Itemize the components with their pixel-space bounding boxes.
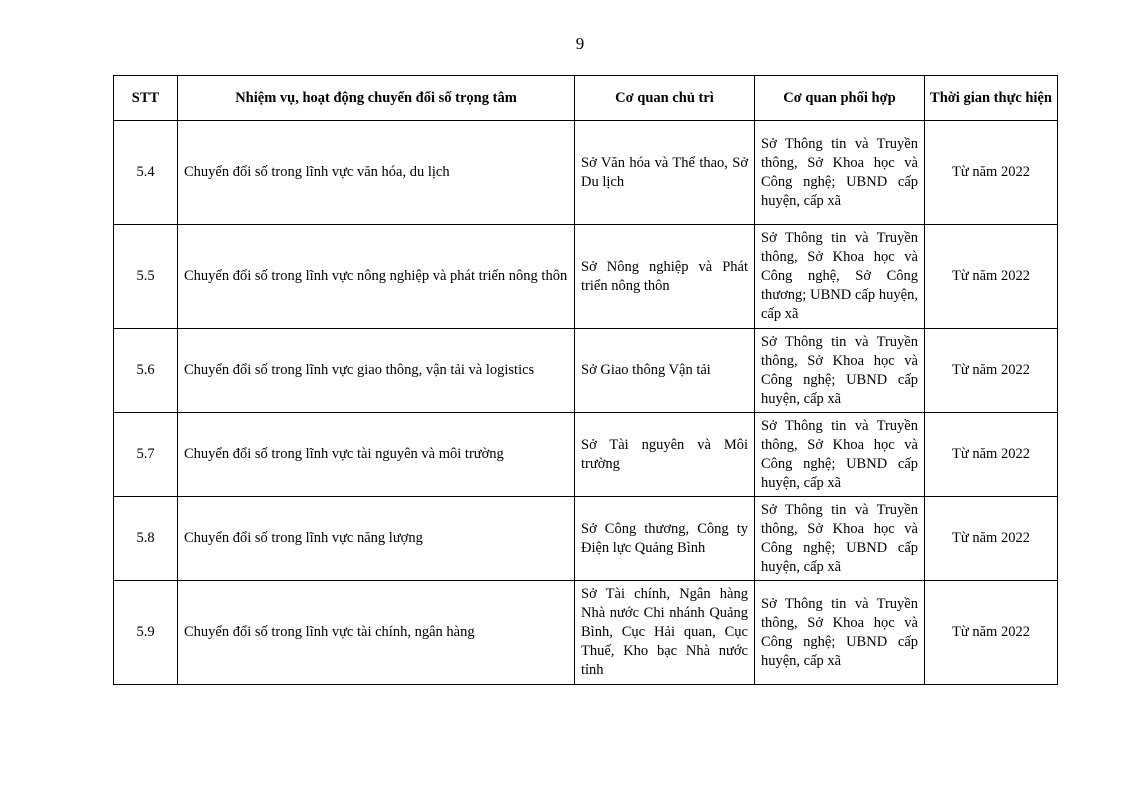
digital-transformation-table: [113, 75, 1058, 685]
row-stt: 5.5: [114, 225, 178, 329]
table-row: [114, 225, 1058, 329]
row-lead-agency: Sở Tài nguyên và Môi trường: [575, 413, 755, 497]
row-stt: 5.6: [114, 329, 178, 413]
row-task: Chuyển đổi số trong lĩnh vực tài chính, ngân hàng: [178, 581, 575, 685]
header-timeframe: Thời gian thực hiện: [925, 76, 1058, 121]
row-stt: 5.4: [114, 121, 178, 225]
row-coordinating-agency: Sở Thông tin và Truyền thông, Sở Khoa học và Công nghệ; UBND cấp huyện, cấp xã: [755, 497, 925, 581]
row-lead-agency: Sở Tài chính, Ngân hàng Nhà nước Chi nhánh Quảng Bình, Cục Hải quan, Cục Thuế, Kho bạc Nhà nước tỉnh: [575, 581, 755, 685]
row-stt: 5.7: [114, 413, 178, 497]
row-coordinating-agency: Sở Thông tin và Truyền thông, Sở Khoa học và Công nghệ; UBND cấp huyện, cấp xã: [755, 581, 925, 685]
header-coordinating-agency: Cơ quan phối hợp: [755, 76, 925, 121]
row-timeframe: Từ năm 2022: [925, 497, 1058, 581]
header-lead-agency: Cơ quan chủ trì: [575, 76, 755, 121]
table-row: [114, 581, 1058, 685]
table-header-row: [114, 76, 1058, 121]
row-timeframe: Từ năm 2022: [925, 329, 1058, 413]
row-lead-agency: Sở Văn hóa và Thể thao, Sở Du lịch: [575, 121, 755, 225]
row-stt: 5.8: [114, 497, 178, 581]
row-timeframe: Từ năm 2022: [925, 581, 1058, 685]
row-coordinating-agency: Sở Thông tin và Truyền thông, Sở Khoa học và Công nghệ; UBND cấp huyện, cấp xã: [755, 413, 925, 497]
table-row: [114, 121, 1058, 225]
row-timeframe: Từ năm 2022: [925, 413, 1058, 497]
header-stt: STT: [114, 76, 178, 121]
row-task: Chuyển đổi số trong lĩnh vực năng lượng: [178, 497, 575, 581]
row-task: Chuyển đổi số trong lĩnh vực tài nguyên và môi trường: [178, 413, 575, 497]
table-row: [114, 413, 1058, 497]
row-lead-agency: Sở Giao thông Vận tải: [575, 329, 755, 413]
table-row: [114, 497, 1058, 581]
row-task: Chuyển đổi số trong lĩnh vực văn hóa, du lịch: [178, 121, 575, 225]
row-stt: 5.9: [114, 581, 178, 685]
row-timeframe: Từ năm 2022: [925, 121, 1058, 225]
row-coordinating-agency: Sở Thông tin và Truyền thông, Sở Khoa học và Công nghệ; UBND cấp huyện, cấp xã: [755, 121, 925, 225]
row-lead-agency: Sở Nông nghiệp và Phát triển nông thôn: [575, 225, 755, 329]
page-number: 9: [575, 34, 585, 53]
table-row: [114, 329, 1058, 413]
header-task: Nhiệm vụ, hoạt động chuyển đổi số trọng tâm: [178, 76, 575, 121]
row-coordinating-agency: Sở Thông tin và Truyền thông, Sở Khoa học và Công nghệ; UBND cấp huyện, cấp xã: [755, 329, 925, 413]
row-timeframe: Từ năm 2022: [925, 225, 1058, 329]
row-task: Chuyển đổi số trong lĩnh vực nông nghiệp và phát triển nông thôn: [178, 225, 575, 329]
row-task: Chuyển đổi số trong lĩnh vực giao thông, vận tải và logistics: [178, 329, 575, 413]
row-lead-agency: Sở Công thương, Công ty Điện lực Quảng Bình: [575, 497, 755, 581]
row-coordinating-agency: Sở Thông tin và Truyền thông, Sở Khoa học và Công nghệ, Sở Công thương; UBND cấp huyện, cấp xã: [755, 225, 925, 329]
